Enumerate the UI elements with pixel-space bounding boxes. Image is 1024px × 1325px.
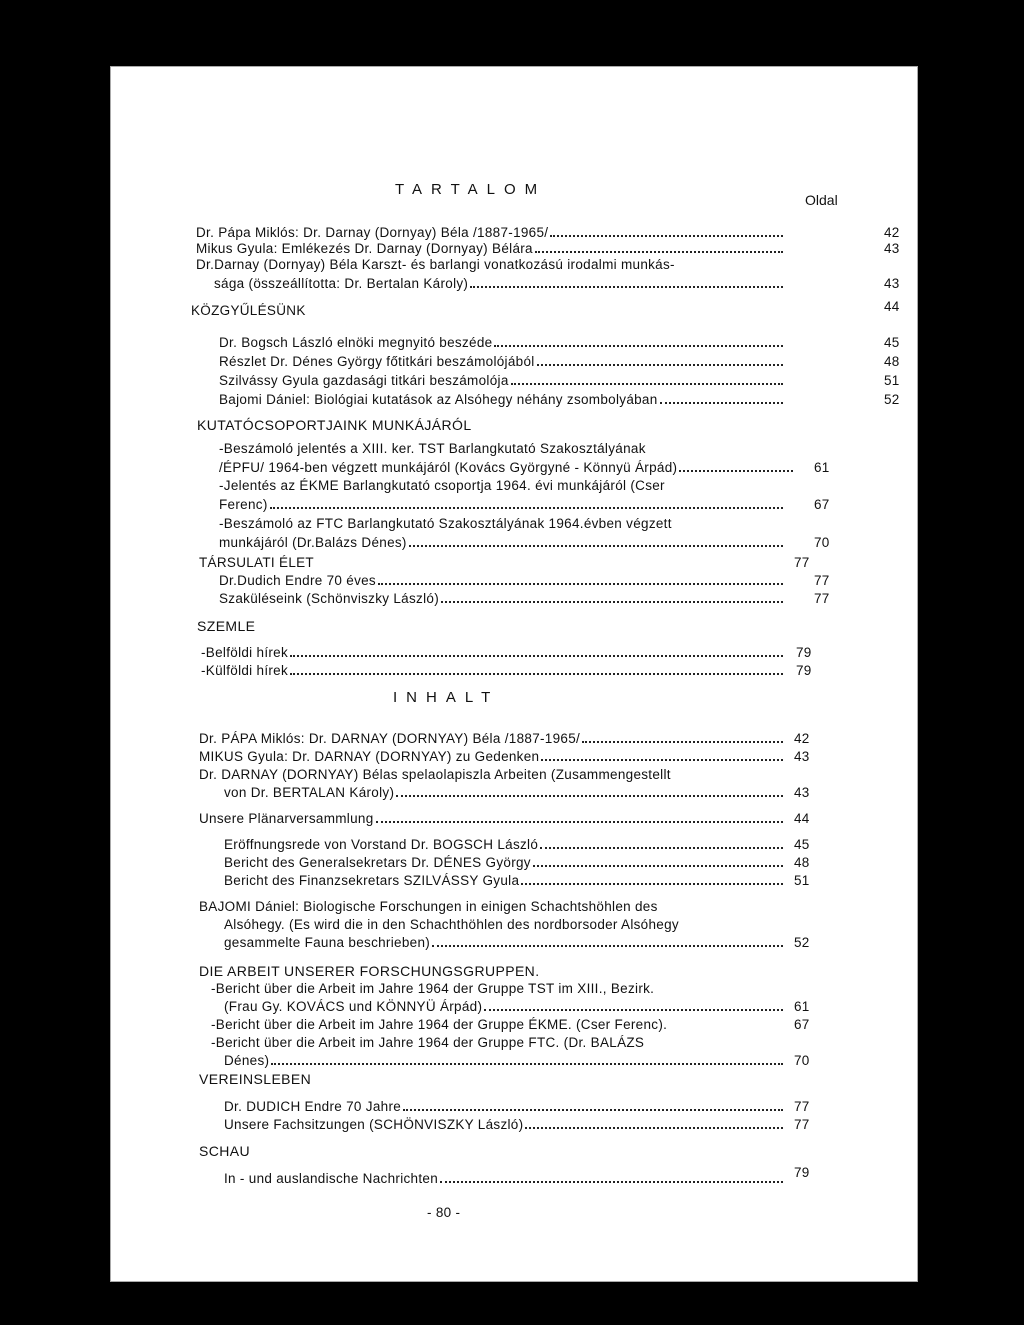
section-heading: KUTATÓCSOPORTJAINK MUNKÁJÁRÓL <box>197 417 472 433</box>
toc-entry-line: Dr.Darnay (Dornyay) Béla Karszt- és barlangi vonatkozású irodalmi munkás- <box>196 257 675 272</box>
toc-entry: Bericht des Finanzsekretars SZILVÁSSY Gyula 51 <box>224 873 810 888</box>
toc-entry-line: Dr. DARNAY (DORNYAY) Bélas spelaolapiszla Arbeiten (Zusammengestellt <box>199 767 671 782</box>
toc-entry: Szaküléseink (Schönviszky László) 77 <box>219 591 830 606</box>
toc-entry: munkájáról (Dr.Balázs Dénes) 70 <box>219 535 830 550</box>
toc-entry: Szilvássy Gyula gazdasági titkári beszámolója 51 <box>219 373 900 388</box>
toc-entry: Dr. PÁPA Miklós: Dr. DARNAY (DORNYAY) Béla /1887-1965/ 42 <box>199 731 810 746</box>
section-heading: DIE ARBEIT UNSERER FORSCHUNGSGRUPPEN. <box>199 963 540 979</box>
toc-entry-line: -Jelentés az ÉKME Barlangkutató csoportja 1964. évi munkájáról (Cser <box>219 478 665 493</box>
section-heading: KÖZGYŰLÉSÜNK 44 <box>191 299 900 318</box>
toc-entry-line: BAJOMI Dániel: Biologische Forschungen in einigen Schachtshöhlen des <box>199 899 658 914</box>
toc-entry: Részlet Dr. Dénes György főtitkári beszámolójából 48 <box>219 354 900 369</box>
toc-entry: (Frau Gy. KOVÁCS und KÖNNYÜ Árpád) 61 <box>224 999 810 1014</box>
toc-entry: /ÉPFU/ 1964-ben végzett munkájáról (Kovács Györgyné - Könnyü Árpád) 61 <box>219 460 830 475</box>
document-page <box>110 66 918 1282</box>
toc-entry: -Külföldi hírek 79 <box>201 663 812 678</box>
toc-entry: Bericht des Generalsekretars Dr. DÉNES György 48 <box>224 855 810 870</box>
toc-entry-line: -Bericht über die Arbeit im Jahre 1964 der Gruppe TST im XIII., Bezirk. <box>211 981 655 996</box>
section-heading: VEREINSLEBEN <box>199 1071 312 1087</box>
toc-entry: Mikus Gyula: Emlékezés Dr. Darnay (Dornyay) Bélára 43 <box>196 241 900 256</box>
toc-entry: Dr.Dudich Endre 70 éves 77 <box>219 573 830 588</box>
toc-entry: Dr. Pápa Miklós: Dr. Darnay (Dornyay) Béla /1887-1965/ 42 <box>196 225 900 240</box>
toc-entry: Ferenc) 67 <box>219 497 830 512</box>
toc-entry: Dénes) 70 <box>224 1053 810 1068</box>
toc-entry: sága (összeállította: Dr. Bertalan Károly) 43 <box>214 276 900 291</box>
toc-entry: gesammelte Fauna beschrieben) 52 <box>224 935 810 950</box>
toc-entry: In - und auslandische Nachrichten 79 <box>224 1165 810 1186</box>
toc-entry: -Belföldi hírek 79 <box>201 645 812 660</box>
section-heading: SZEMLE <box>197 618 256 634</box>
toc-title-hu: TARTALOM <box>395 181 547 198</box>
section-heading: SCHAU <box>199 1143 251 1159</box>
toc-entry: Eröffnungsrede von Vorstand Dr. BOGSCH László 45 <box>224 837 810 852</box>
section-heading: Unsere Plänarversammlung 44 <box>199 811 810 826</box>
toc-entry: Dr. Bogsch László elnöki megnyitó beszéde 45 <box>219 335 900 350</box>
page-column-header: Oldal <box>805 192 838 208</box>
toc-entry: Unsere Fachsitzungen (SCHÖNVISZKY László) 77 <box>224 1117 810 1132</box>
toc-entry: MIKUS Gyula: Dr. DARNAY (DORNYAY) zu Gedenken 43 <box>199 749 810 764</box>
toc-title-de: INHALT <box>393 689 500 706</box>
toc-entry-line: -Beszámoló jelentés a XIII. ker. TST Barlangkutató Szakosztályának <box>219 441 646 456</box>
page-number: - 80 - <box>427 1205 461 1220</box>
toc-entry-line: Alsóhegy. (Es wird die in den Schachthöhlen des nordborsoder Alsóhegy <box>224 917 679 932</box>
toc-entry: von Dr. BERTALAN Károly) 43 <box>224 785 810 800</box>
toc-entry-line: -Bericht über die Arbeit im Jahre 1964 der Gruppe FTC. (Dr. BALÁZS <box>211 1035 645 1050</box>
toc-entry: -Bericht über die Arbeit im Jahre 1964 der Gruppe ÉKME. (Cser Ferenc). 67 <box>211 1017 810 1032</box>
toc-entry-line: -Beszámoló az FTC Barlangkutató Szakosztályának 1964.évben végzett <box>219 516 672 531</box>
toc-entry: Bajomi Dániel: Biológiai kutatások az Alsóhegy néhány zsombolyában 52 <box>219 392 900 407</box>
toc-entry: Dr. DUDICH Endre 70 Jahre 77 <box>224 1099 810 1114</box>
section-heading: TÁRSULATI ÉLET 77 <box>199 555 810 570</box>
